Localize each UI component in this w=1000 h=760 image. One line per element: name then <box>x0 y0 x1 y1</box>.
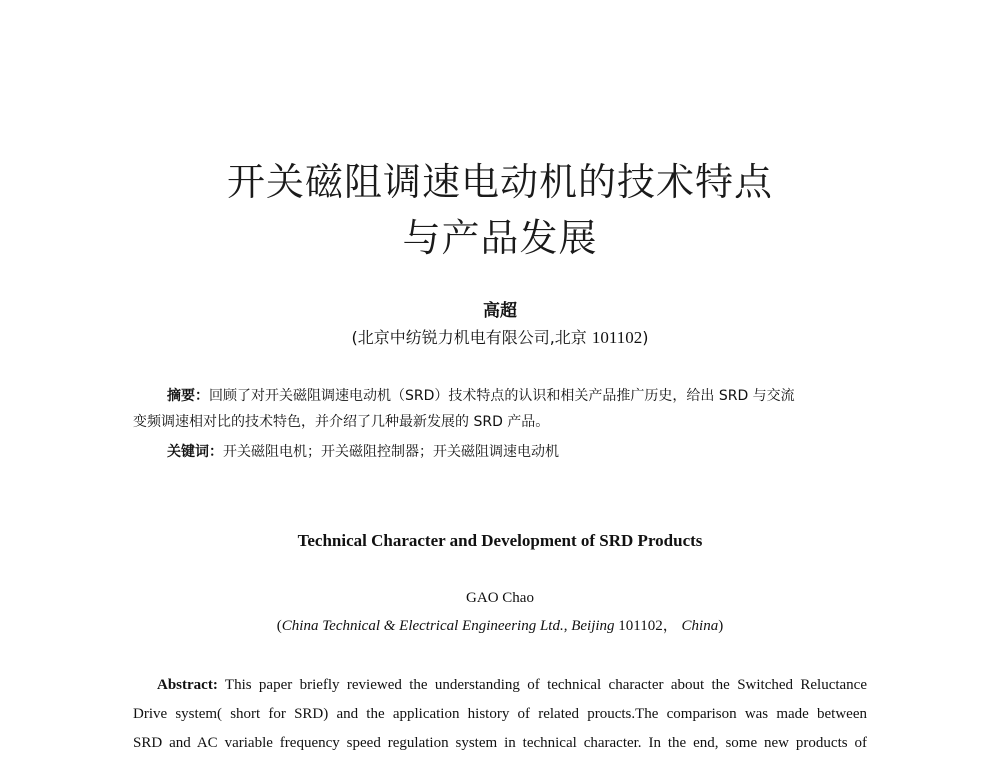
affiliation-en-close-paren: ) <box>718 618 724 634</box>
author-name-cn: 高超 <box>483 301 517 321</box>
abstract-en <box>133 671 867 758</box>
affiliation-en-postcode: 101102 <box>618 618 663 634</box>
affiliation-cn-open-paren: ( <box>351 328 358 347</box>
abstract-cn-label: 摘要： <box>167 388 209 404</box>
affiliation-en-org: China Technical & Electrical Engineering Ltd. <box>281 618 564 634</box>
affiliation-en-country: China <box>681 618 719 634</box>
abstract-en-line-3: SRD and AC variable frequency speed regulation system in technical character. In the end, some new products of <box>133 735 867 751</box>
abstract-cn <box>133 383 869 435</box>
abstract-en-label: Abstract: <box>157 677 218 693</box>
affiliation-cn-postcode: 101102 <box>591 328 643 347</box>
abstract-cn-text-1: 回顾了对开关磁阻调速电动机（SRD）技术特点的认识和相关产品推广历史，给出 SRD 与交流 <box>209 388 795 404</box>
abstract-en-line-2: Drive system( short for SRD) and the application history of related proucts.The comparison was made between <box>133 706 867 722</box>
abstract-en-text-1: This paper briefly reviewed the understanding of technical character about the Switched Reluctance <box>224 677 867 693</box>
paper-title-en: Technical Character and Development of SRD Products <box>297 531 703 550</box>
affiliation-cn-close-paren: ) <box>642 328 649 347</box>
paper-title-line-2: 与产品发展 <box>402 216 598 260</box>
affiliation-cn <box>0 327 1000 349</box>
affiliation-en-open-paren: ( <box>276 618 282 634</box>
abstract-cn-line-1 <box>133 383 869 409</box>
paper-title-line-1: 开关磁阻调速电动机的技术特点 <box>226 160 773 204</box>
abstract-en-line-1 <box>133 671 867 700</box>
keywords-cn-label: 关键词： <box>167 444 223 460</box>
abstract-cn-text-2: 变频调速相对比的技术特色，并介绍了几种最新发展的 SRD 产品。 <box>133 414 550 430</box>
author-name-en: GAO Chao <box>466 590 534 606</box>
affiliation-en: (China Technical & Electrical Engineering Ltd., Beijing 101102， China) <box>276 618 724 634</box>
affiliation-en-city: Beijing <box>571 618 615 634</box>
keywords-cn-text: 开关磁阻电机；开关磁阻控制器；开关磁阻调速电动机 <box>223 444 559 460</box>
affiliation-cn-org: 北京中纺锐力机电有限公司,北京 <box>357 328 587 347</box>
keywords-cn <box>167 439 867 465</box>
